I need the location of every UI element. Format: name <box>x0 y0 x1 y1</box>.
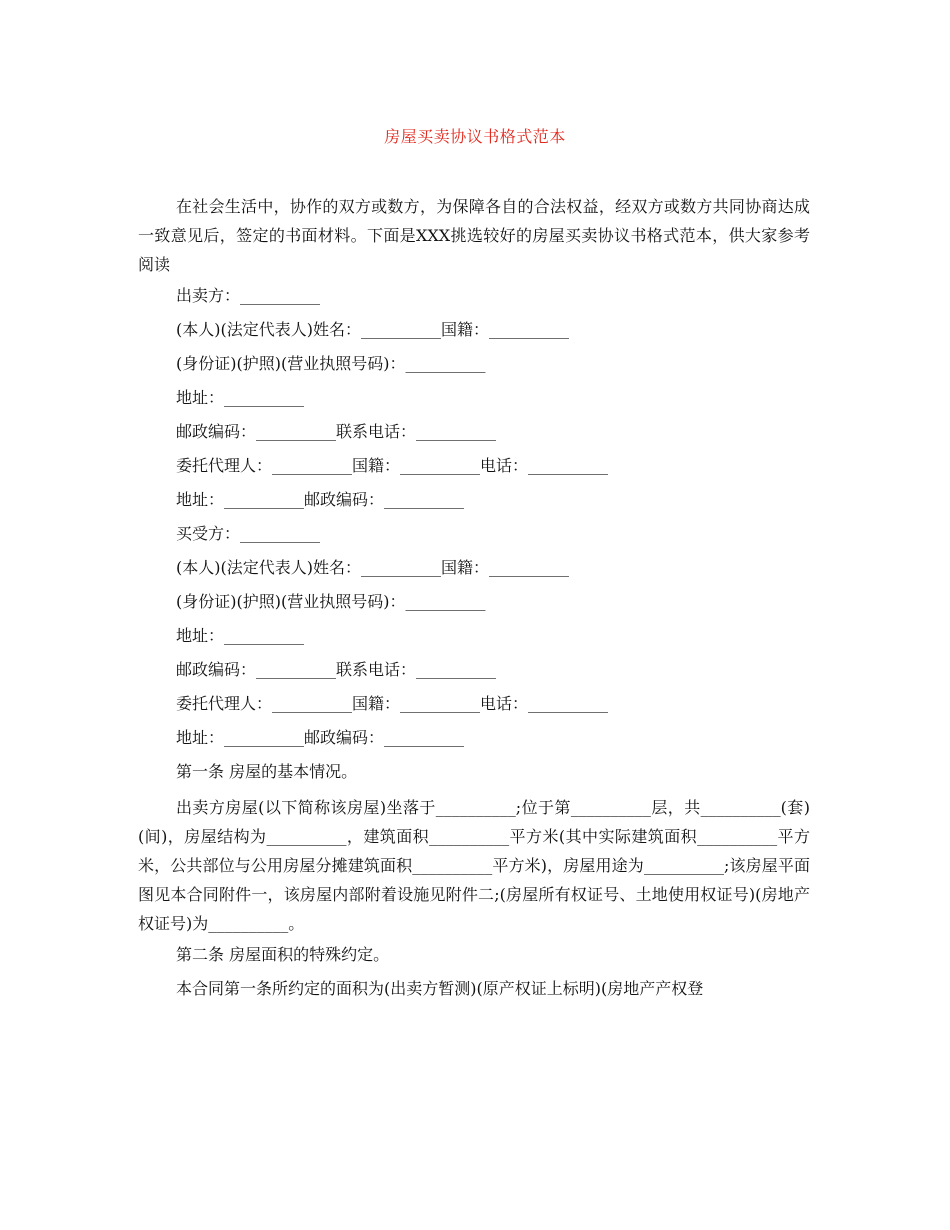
intro-paragraph: 在社会生活中，协作的双方或数方，为保障各自的合法权益，经双方或数方共同协商达成一致意见后，签定的书面材料。下面是XXX挑选较好的房屋买卖协议书格式范本，供大家参考阅读 <box>138 197 810 274</box>
document-title: 房屋买卖协议书格式范本 <box>384 127 566 146</box>
seller-name-nationality: (本人)(法定代表人)姓名：__________国籍：__________ <box>176 320 569 339</box>
seller-id-number: (身份证)(护照)(营业执照号码)：__________ <box>176 354 486 373</box>
seller-label: 出卖方：__________ <box>176 286 321 305</box>
buyer-address: 地址：__________ <box>176 626 305 645</box>
seller-agent-address: 地址：__________邮政编码：__________ <box>176 490 465 509</box>
article-1-heading: 第一条 房屋的基本情况。 <box>176 762 358 781</box>
buyer-id-number: (身份证)(护照)(营业执照号码)：__________ <box>176 592 486 611</box>
buyer-agent: 委托代理人：__________国籍：__________电话：__________ <box>176 694 609 713</box>
seller-postcode-phone: 邮政编码：__________联系电话：__________ <box>176 422 497 441</box>
buyer-agent-address: 地址：__________邮政编码：__________ <box>176 728 465 747</box>
article-1-body: 出卖方房屋(以下简称该房屋)坐落于__________;位于第__________层，共__________(套)(间)，房屋结构为__________，建筑面积__________平方米(其中实际建筑面积__________平方米，公共部位与公用房屋分摊建筑面积__________平方米)，房屋用途为__________;该房屋平面图见本合同附件一，该房屋内部附着设施见附件二;(房屋所有权证号、土地使用权证号)(房地产权证号)为__________。 <box>138 798 810 933</box>
article-2-heading: 第二条 房屋面积的特殊约定。 <box>176 945 390 964</box>
buyer-name-nationality: (本人)(法定代表人)姓名：__________国籍：__________ <box>176 558 569 577</box>
buyer-postcode-phone: 邮政编码：__________联系电话：__________ <box>176 660 497 679</box>
buyer-label: 买受方：__________ <box>176 524 321 543</box>
document-body <box>138 192 810 1010</box>
article-2-body: 本合同第一条所约定的面积为(出卖方暂测)(原产权证上标明)(房地产产权登 <box>176 979 704 998</box>
seller-address: 地址：__________ <box>176 388 305 407</box>
seller-agent: 委托代理人：__________国籍：__________电话：__________ <box>176 456 609 475</box>
